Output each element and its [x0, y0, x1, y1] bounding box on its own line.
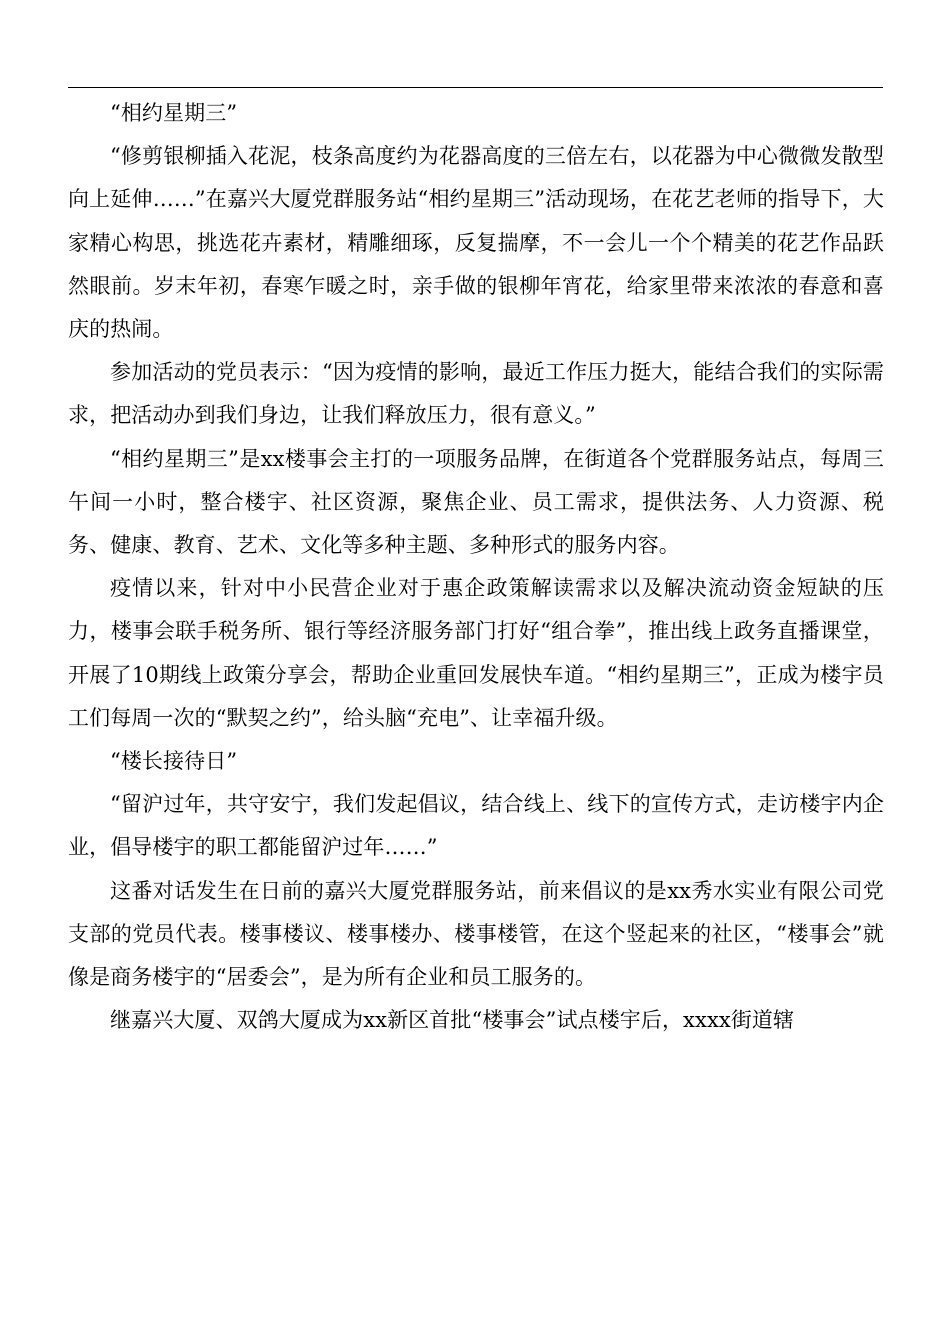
paragraph-flower-activity: “修剪银柳插入花泥，枝条高度约为花器高度的三倍左右，以花器为中心微微发散型向上延伸……”在嘉兴大厦党群服务站“相约星期三”活动现场，在花艺老师的指导下，大家精心构思，挑选花卉素材，精雕细琢，反复揣摩，不一会儿一个个精美的花艺作品跃然眼前。岁末年初，春寒乍暖之时，亲手做的银柳年宵花，给家里带来浓浓的春意和喜庆的热闹。: [68, 144, 884, 342]
header-rule: [68, 87, 883, 88]
paragraph-pandemic-support: 疫情以来，针对中小民营企业对于惠企政策解读需求以及解决流动资金短缺的压力，楼事会联手税务所、银行等经济服务部门打好“组合拳”，推出线上政务直播课堂，开展了10期线上政策分享会，帮助企业重回发展快车道。“相约星期三”，正成为楼宇员工们每周一次的“默契之约”，给头脑“充电”、让幸福升级。: [68, 576, 884, 730]
paragraph-pilot-buildings: 继嘉兴大厦、双鸽大厦成为xx新区首批“楼事会”试点楼宇后，xxxx街道辖: [110, 1008, 795, 1033]
document-body: [68, 92, 884, 1042]
paragraph-member-quote: 参加活动的党员表示：“因为疫情的影响，最近工作压力挺大，能结合我们的实际需求，把活动办到我们身边，让我们释放压力，很有意义。”: [68, 360, 884, 428]
paragraph-service-brand: “相约星期三”是xx楼事会主打的一项服务品牌，在街道各个党群服务站点，每周三午间一小时，整合楼宇、社区资源，聚焦企业、员工需求，提供法务、人力资源、税务、健康、教育、艺术、文化等多种主题、多种形式的服务内容。: [68, 446, 884, 558]
section-heading-wednesday: “相约星期三”: [110, 101, 238, 125]
section-heading-reception-day: “楼长接待日”: [110, 749, 238, 774]
paragraph-stay-in-shanghai: “留沪过年，共守安宁，我们发起倡议，结合线上、线下的宣传方式，走访楼宇内企业，倡导楼宇的职工都能留沪过年……”: [68, 792, 884, 860]
paragraph-building-council: 这番对话发生在日前的嘉兴大厦党群服务站，前来倡议的是xx秀水实业有限公司党支部的党员代表。楼事楼议、楼事楼办、楼事楼管，在这个竖起来的社区，“楼事会”就像是商务楼宇的“居委会”，是为所有企业和员工服务的。: [68, 878, 884, 990]
